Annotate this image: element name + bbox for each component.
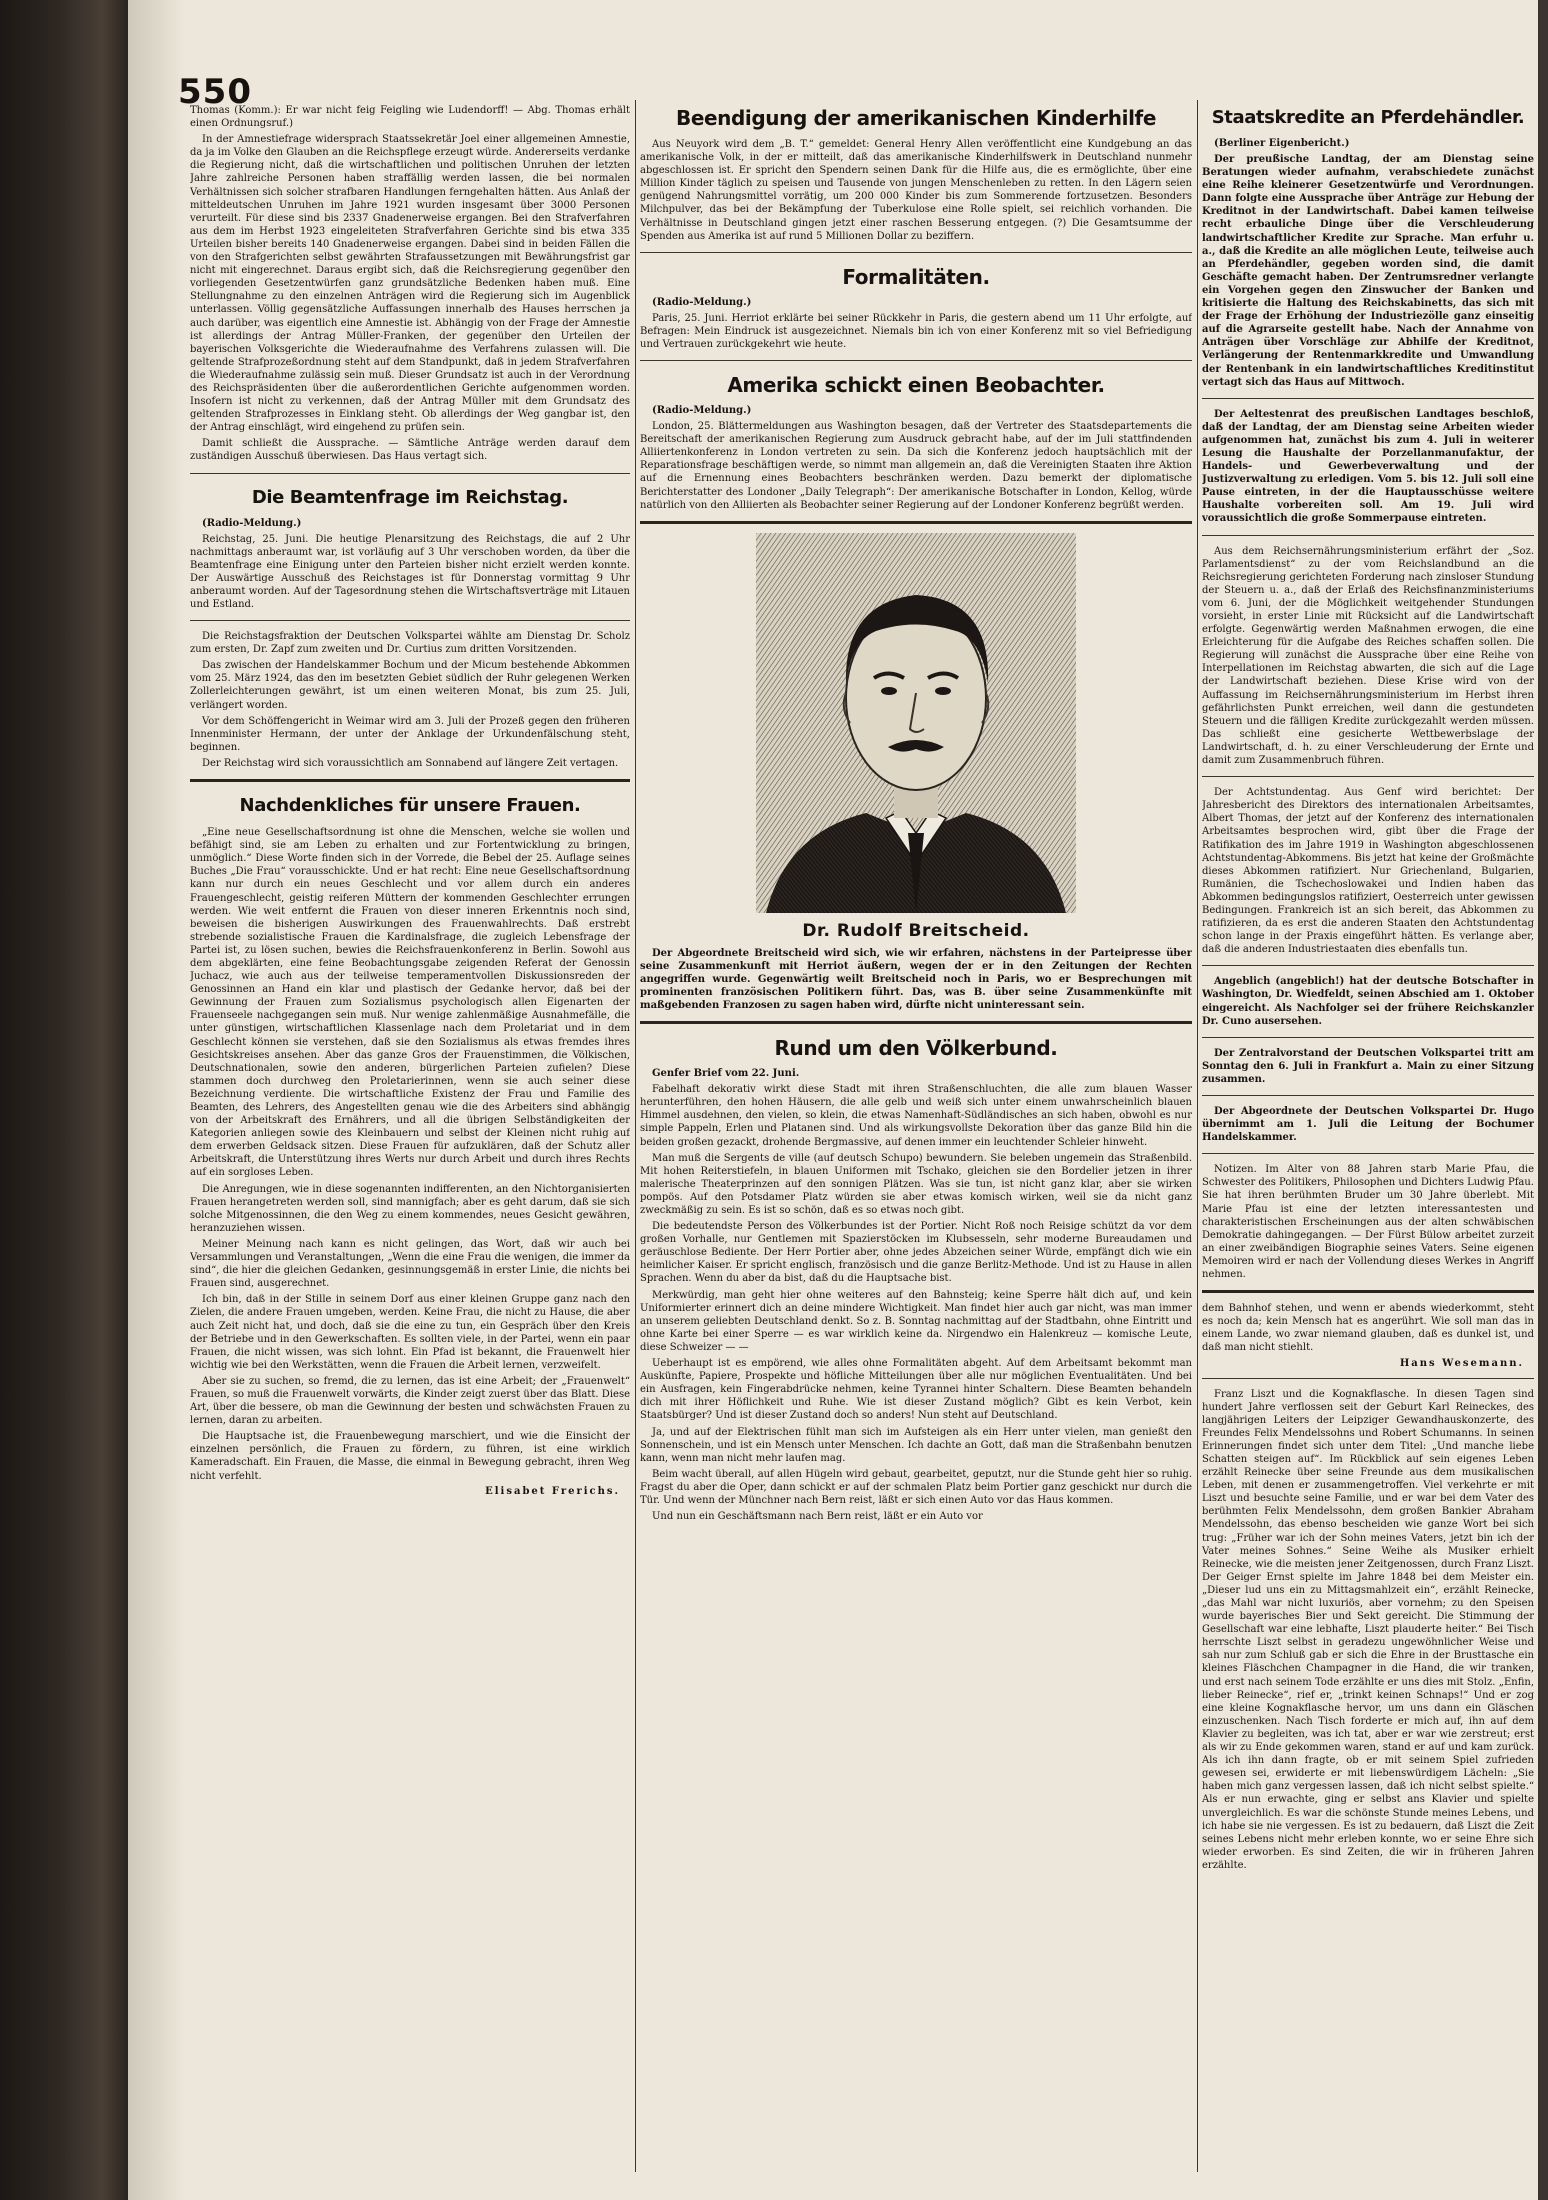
achtstundentag-note [1202,786,1534,956]
divider [1202,1095,1534,1096]
divider [1202,1037,1534,1038]
divider [1202,965,1534,966]
paragraph: Fabelhaft dekorativ wirkt diese Stadt mit ihren Straßenschluchten, die alle zum blauen Wasser herunterführen, den hohen Häusern, die alle gelb und weiß sich unter einem unwahrscheinlich blauen Himmel ausdehnen, den vielen, so klein, die etwas Namenhaft-Südländisches an sich haben, obwohl es nur simple Pappeln, Erlen und Platanen sind. Und als wirkungsvollste Dekoration über das ganze Bild hin die beiden großen gezackt, drohende Bergmassive, auf denen immer ein leuchtender Schleier hinweht. [640,1084,1192,1148]
paragraph: Aber sie zu suchen, so fremd, die zu lernen, das ist eine Arbeit; der „Frauenwelt“ Frauen, so muß die Frauenwelt vorwärts, die Kinder zeigt zuerst über das Blatt. Diese Art, über die bessere, ob man die Gewinnung der besten und schwächsten Frauen zu lernen, daran zu arbeiten. [190,1375,630,1427]
source-line: (Berliner Eigenbericht.) [1214,138,1350,149]
divider [1202,398,1534,399]
paragraph: Aus dem Reichsernährungsministerium erfährt der „Soz. Parlamentsdienst“ zu der vom Reichslandbund an die Reichsregierung gerichteten Forderung nach zinsloser Stundung der Steuern u. a., daß der Erlaß des Reichsfinanzministeriums vom 6. Juni, der die Möglichkeit weitgehender Stundungen vorsieht, in erster Linie mit Rücksicht auf die Landwirtschaft erfolgte. Gegenwärtig werden Maßnahmen erwogen, die eine Erleichterung für die Aufgabe des Reiches schaffen sollen. Die Regierung will zunächst die Aussprache über eine Reihe von Interpellationen im Reichstag abwarten, die sich auf die Lage der Landwirtschaft beziehen. Diese Krise wird von der Auffassung im Reichsernährungsministerium im Herbst ihren gefährlichsten Punkt erreichen, weil dann die gestundeten Steuern und die fälligen Kredite zurückgezahlt werden müssen. Das schließt eine gesicherte Wettbewerbslage der Landwirtschaft, d. h. zu einer Verschleuderung der Ernte und damit zum Zusammenbruch führen. [1202,545,1534,767]
book-binding [0,0,128,2200]
article-heading: Amerika schickt einen Beobachter. [727,373,1105,398]
portrait-engraving [756,533,1076,913]
article-heading: Beendigung der amerikanischen Kinderhilfe [676,106,1156,130]
divider [1202,1153,1534,1154]
paragraph: Die Hauptsache ist, die Frauenbewegung marschiert, und wie die Einsicht der einzelnen persönlich, die Frauen zu fördern, zu führen, ist eine wirklich Kameradschaft. Ein Frauen, die Masse, die einmal in Bewegung gebracht, ihren Weg nicht verfehlt. [190,1431,630,1482]
paragraph: Der Zentralvorstand der Deutschen Volkspartei tritt am Sonntag den 6. Juli in Frankfurt a. Main zu einer Sitzung zusammen. [1202,1047,1534,1085]
aeltestenrat-note [1202,408,1534,526]
paragraph: Franz Liszt und die Kognakflasche. In diesen Tagen sind hundert Jahre verflossen seit der Geburt Karl Reineckes, des langjährigen Leiters der Leipziger Gewandhauskonzerte, des Freundes Felix Mendelssohns und Robert Schumanns. In seinen Erinnerungen findet sich unter dem Titel: „Und manche liebe Schatten steigen auf“. Im Rückblick auf sein eigenes Leben erzählt Reinecke über seine Freunde aus dem musikalischen Leben, mit denen er zusammengetroffen. Viel verkehrte er mit Liszt und besuchte seine Familie, und er war bei dem Vater des berühmten Felix Mendelssohn, dem großen Bankier Abraham Mendelssohn, das ebenso bescheiden wie ganze Wort bei sich trug: „Früher war ich der Sohn meines Vaters, jetzt bin ich der Vater meines Sohnes.“ Seine Weihe als Musiker erhielt Reinecke, wie die meisten jener Zeitgenossen, durch Franz Liszt. Der Geiger Ernst spielte im Jahre 1848 bei dem Meister ein. „Dieser lud uns ein zu Mittagsmahlzeit ein“, erzählt Reinecke, „das Mahl war nicht luxuriös, aber vornehm; zu den Speisen wurde bayerisches Bier und Sekt gereicht. Die Stimmung der Gesellschaft war eine lebhafte, Liszt plauderte heiter.“ Bei Tisch herrschte Liszt selbst in geradezu ungewöhnlicher Weise und sah nur zum Schluß gab er sich die Ehre in der Brusttasche ein kleines Fläschchen Champagner in die Hand, die wir tranken, und erst nach seinem Tode erzählte er uns dies mit Stolz. „Enfin, lieber Reinecke“, rief er, „trinkt keinen Schnaps!“ Und er zog eine kleine Kognakflasche hervor, um uns dann ein Gläschen einzuschenken. Nach Tisch forderte er mich auf, ihn auf dem Klavier zu begleiten, was ich tat, aber er war wie zerstreut; erst als wir zu Ende gekommen waren, stand er auf und kam zurück. Als ich ihn dann fragte, ob er mit seinem Spiel zufrieden gewesen sei, erwiderte er mit liebenswürdigem Lächeln: „Sie haben mich ganz vergessen lassen, daß ich nicht selbst spielte.“ Als er nun erwachte, ging er selbst ans Klavier und spielte unvergleichlich. Es war die schönste Stunde meines Lebens, und ich habe sie nie vergessen. Es ist zu bedauern, daß Liszt die Zeit seines Lebens nicht mehr erleben konnte, wo er seine Ehre sich wieder erworben. Es sind Zeiten, die wir in früheren Jahren erzählte. [1202,1388,1534,1871]
paragraph: Der Aeltestenrat des preußischen Landtages beschloß, daß der Landtag, der am Dienstag seine Arbeiten wieder aufgenommen hat, zunächst bis zum 4. Juli in weiterer Lesung die Haushalte der Porzellanmanufaktur, der Handels- und Gewerbeverwaltung und der Justizverwaltung zu erledigen. Vom 5. bis 12. Juli soll eine Pause eintreten, in der die Hauptausschüsse weitere Haushalte vorbereiten soll. Am 19. Juli wird voraussichtlich die große Sommerpause eintreten. [1202,408,1534,525]
source-line: (Radio-Meldung.) [652,405,752,417]
paragraph: Angeblich (angeblich!) hat der deutsche Botschafter in Washington, Dr. Wiedfeldt, seinen Abschied am 1. Oktober eingereicht. Als Nachfolger sei der frühere Reichskanzler Dr. Cuno ausersehen. [1202,976,1534,1027]
column-middle [640,104,1192,2175]
bold-block [1202,153,1534,389]
paragraph: dem Bahnhof stehen, und wenn er abends wiederkommt, steht es noch da; kein Mensch hat es angerührt. Wie soll man das in einem Lande, wo zwar niemand glauben, daß es dunkel ist, und daß man nicht stiehlt. [1202,1303,1534,1354]
paragraph: Man muß die Sergents de ville (auf deutsch Schupo) bewundern. Sie beleben ungemein das Straßenbild. Mit hohen Reiterstiefeln, in blauen Uniformen mit Tschako, gleichen sie den Bordelier jetzen in ihrer malerische Theaterprinzen auf den sonnigen Plätzen. Was sie tun, ist nicht ganz klar, aber sie wirken pompös. Auf den Potsdamer Platz würden sie aber etwas komisch wirken, weil sie da nicht ganz zweckmäßig zu sein. Es ist so schön, daß es so etwas noch gibt. [640,1152,1192,1216]
divider [640,521,1192,524]
page-number: 550 [178,72,252,112]
notizen-note [1202,1163,1534,1281]
portrait-image [640,533,1192,913]
article-beobachter [640,373,1192,512]
reichsernaehrung-note [1202,545,1534,768]
author-signature: Hans Wesemann. [1399,1357,1524,1369]
paragraph: Ueberhaupt ist es empörend, wie alles ohne Formalitäten abgeht. Auf dem Arbeitsamt bekommt man Auskünfte, Papiere, Prospekte und höfliche Mitteilungen über alle nur möglichen Eventualitäten. Und bei ein Ausfragen, kein Fingerabdrücke nehmen, keine Tyrannei hinter Schaltern. Diese Beamten behandeln dich mit ihrer Höflichkeit und Ruhe. Wie ist dieser Zustand möglich? Gibt es kein Verbot, kein Staatsbürger? Und ist dieser Zustand doch so anders! Nun steht auf Deutschland. [640,1358,1192,1422]
paragraph: Die bedeutendste Person des Völkerbundes ist der Portier. Nicht Roß noch Reisige schützt da vor dem großen Vorhalle, nur Gentlemen mit Spazierstöcken im Klubsesseln, sehr moderne Bureaudamen und geräuschlose Bediente. Der Herr Portier aber, ohne jedes Abzeichen seiner Würde, empfängt dich wie ein heimlicher Kaiser. Er spricht englisch, französisch und die ganze Berlitz-Methode. Und ist zu Hause in allen Sprachen. Wenn du aber da bist, daß du die Hauptsache bist. [640,1221,1192,1285]
feuilleton-continued [1202,1302,1534,1872]
column-rule [1197,100,1198,2172]
paragraph: Das zwischen der Handelskammer Bochum und der Micum bestehende Abkommen vom 25. März 1924, das den im besetzten Gebiet südlich der Ruhr gelegenen Werken Zollerleichterungen gewährt, ist um einen weiteren Monat, bis zum 25. Juli, verlängert worden. [190,660,630,711]
paragraph: Thomas (Komm.): Er war nicht feig Feigling wie Ludendorff! — Abg. Thomas erhält einen Ordnungsruf.) [190,105,630,130]
article-formalitaeten [640,265,1192,351]
divider [1202,776,1534,777]
column-right [1202,104,1534,2175]
news-briefs [190,630,630,770]
paragraph: „Eine neue Gesellschaftsordnung ist ohne die Menschen, welche sie wollen und befähigt sind, sie am Leben zu erhalten und zur Fortentwicklung zu bringen, unmöglich.“ Diese Worte finden sich in der Vorrede, die Bebel der 25. Auflage seines Buches „Die Frau“ vorausschickte. Und er hat recht: Eine neue Gesellschaftsordnung kann nur durch ein neues Geschlecht und vor allem durch ein anderes Frauengeschlecht, geistig reiferen Müttern der kommenden Geschlechter errungen werden. Wie weit entfernt die Frauen von dieser inneren Erkenntnis noch sind, beweisen die bisherigen Auswirkungen des Frauenwahlrechts. Daß erstrebt strebende sozialistische Frauen die Kardinalsfrage, die zugleich Lebensfrage der Partei ist, zu lösen suchen, bewies die Reichsfrauenkonferenz in Berlin. Sowohl aus dem abgeklärten, eine feine Beobachtungsgabe zeigenden Referat der Genossin Juchacz, wie auch aus der teilweise temperamentvollen Diskussionsreden der Genossinnen an Hand ein klar und plastisch der Gedanke hervor, daß bei der Gewinnung der Frauen zum Sozialismus psychologisch allen Eigenarten der Frauenseele nachgegangen sein muß. Nur wenige zahlenmäßige Ausnahmefälle, die unter günstigen, wirtschaftlichen Klassenlage nach dem Proletariat und in dem Geschlecht können sie verstehen, daß sie den Sozialismus als etwas fremdes ihres Gesichtskreises ansehen. Aber das ganze Gros der Frauenstimmen, die Völkischen, Deutschnationalen, sowie den anderen, bürgerlichen Parteien zufielen? Diese stammen doch durchweg den Proletarierinnen, wenn sie auch seiner diese Bezeichnung verdiente. Die wirtschaftliche Existenz der Frau und Familie des Beamten, des Lehrers, des Angestellten genau wie die des Arbeiters sind abhängig von der Arbeitskraft des Ernährers, und all die übrigen Selbständigkeiten der Kategorien anliegen sowie des Kleinbauern und selbst der Kleinen nicht ruhig auf dem erwerben Geldsack sitzen. Diese Frauen für aufzuklären, daß der Schutz aller Arbeitskraft, die Unterstützung ihres Werts nur durch Arbeit und durch ihres Rechts auf ein sorgloses Leben. [190,827,630,1179]
column-rule [635,100,636,2172]
paragraph: Ja, und auf der Elektrischen fühlt man sich im Aufsteigen als ein Herr unter vielen, man genießt den Sonnenschein, und ist ein Mensch unter Menschen. Ich dachte an Gott, daß man die Straßenbahn benutzen kann, wenn man nicht mehr laufen mag. [640,1426,1192,1464]
paragraph: Reichstag, 25. Juni. Die heutige Plenarsitzung des Reichstags, die auf 2 Uhr nachmittags anberaumt war, ist vorläufig auf 3 Uhr verschoben worden, da über die Beamtenfrage eine Einigung unter den Parteien bisher nicht erzielt werden konnte. Der Auswärtige Ausschuß des Reichstages ist für Donnerstag vormittag 9 Uhr anberaumt worden. Auf der Tagesordnung stehen die Wirtschaftsverträge mit Litauen und Estland. [190,533,630,610]
author-signature: Elisabet Frerichs. [485,1485,620,1497]
article-heading: Formalitäten. [842,264,990,289]
article-heading: Staatskredite an Pferdehändler. [1211,107,1525,128]
amnesty-report [190,104,630,464]
article-kinderhilfe [640,106,1192,243]
paragraph: Damit schließt die Aussprache. — Sämtliche Anträge werden darauf dem zuständigen Ausschuß überwiesen. Das Haus vertagt sich. [190,438,630,463]
divider [640,1021,1192,1024]
article-pferdehaendler [1202,106,1534,389]
divider [190,473,630,474]
paragraph: Der Abgeordnete der Deutschen Volkspartei Dr. Hugo übernimmt am 1. Juli die Leitung der Bochumer Handelskammer. [1202,1106,1534,1144]
article-voelkerbund [640,1036,1192,1523]
paragraph: In der Amnestiefrage widersprach Staatssekretär Joel einer allgemeinen Amnestie, da ja im Volke den Glauben an die Reichspflege erzeugt würde. Andererseits verdanke die Regierung nicht, daß die wirtschaftlichen und politischen Unruhen der letzten Jahre zahlreiche Personen haben straffällig werden lassen, die bei normalen Verhältnissen sich solcher strafbaren Handlungen ferngehalten hätten. Aus Anlaß der mitteldeutschen Unruhen im Jahre 1921 wurden insgesamt über 3000 Personen verurteilt. Für diese sind bis 2337 Gnadenerweise ergangen. Bei den Strafverfahren aus dem im Herbst 1923 eingeleiteten Strafverfahren Gerichte sind bis etwa 335 Urteilen bisher bereits 140 Gnadenerweise ergangen. Dabei sind in beiden Fällen die von den Strafgerichten selbst gewährten Strafaussetzungen mit Bewährungsfrist gar nicht mit eingerechnet. Daraus ergibt sich, daß die Reichsregierung gegenüber den vorliegenden Gesetzentwürfen ganz grundsätzliche Bedenken haben muß. Eine Stellungnahme zu den einzelnen Anträgen wird die Regierung sich im Augenblick unterlassen. Völlig gegensätzliche Auffassungen innerhalb des Hauses herrschen ja auch darüber, was eigentlich eine Amnestie ist. Abhängig von der Frage der Amnestie ist allerdings der Antrag Müller-Franken, der gegenüber den Urteilen der bayerischen Volksgerichte die Wiederaufnahme des Verfahrens zulassen will. Die geltende Strafprozeßordnung steht auf dem Standpunkt, daß in jedem Strafverfahren die Wiederaufnahme zulässig sein muß. Dieser Grundsatz ist auch in der Verordnung des Reichspräsidenten über die außerordentlichen Gerichte aufgenommen worden. Insofern ist nicht zu verkennen, daß der Antrag Müller mit dem Grundsatz des geltenden Strafprozesses in Einklang steht. Ob allerdings der Weg gangbar ist, den der Antrag einschlägt, wird eingehend zu prüfen sein. [190,134,630,434]
column-left [190,104,630,2175]
divider [1202,1290,1534,1293]
article-beamtenfrage [190,486,630,612]
portrait-text [640,947,1192,1012]
article-heading: Nachdenkliches für unsere Frauen. [239,795,581,817]
paragraph: Beim wacht überall, auf allen Hügeln wird gebaut, gearbeitet, geputzt, nur die Stunde geht hier so ruhig. Fragst du aber die Oper, dann schickt er auf der schmalen Platz beim Portier ganz geschickt nur durch die Tür. Und wenn der Münchner nach Bern reist, läßt er sich einen Auto vor das Haus kommen. [640,1468,1192,1506]
paragraph: Notizen. Im Alter von 88 Jahren starb Marie Pfau, die Schwester des Politikers, Philosophen und Dichters Ludwig Pfau. Sie hat ihren berühmten Bruder um 30 Jahre überlebt. Mit Marie Pfau ist eine der letzten interessantesten und charakteristischen Erscheinungen aus der alten schwäbischen Demokratie dahingegangen. — Der Fürst Bülow arbeitet zurzeit an einer zweibändigen Biographie seines Vaters. Seine eigenen Memoiren wird er nach der Vollendung dieses Werkes in Angriff nehmen. [1202,1164,1534,1281]
newspaper-page [128,0,1538,2200]
article-heading: Die Beamtenfrage im Reichstag. [251,486,569,508]
paragraph: Der Achtstundentag. Aus Genf wird berichtet: Der Jahresbericht des Direktors des internationalen Arbeitsamtes, Albert Thomas, der jetzt auf der Konferenz des internationalen Arbeitsamtes besprochen wird, gibt über die Frage der Ratifikation des im Jahre 1919 in Washington abgeschlossenen Achtstundentag-Abkommens. Bis jetzt hat keine der Großmächte dieses Abkommen ratifiziert. Nur Griechenland, Bulgarien, Rumänien, die Tschechoslowakei und Indien haben das Abkommen bedingungslos ratifiziert, Oesterreich unter gewissen Bedingungen. Frankreich ist an sich bereit, das Abkommen zu ratifizieren, da es erst die anderen Staaten den Achtstundentag schon lange in der Praxis eingeführt hätten. Es verlange aber, daß die anderen Industriestaaten dies ebenfalls tun. [1202,787,1534,956]
portrait-block [640,533,1192,1012]
article-frauen [190,794,630,1497]
article-heading: Rund um den Völkerbund. [774,1036,1058,1061]
divider [1202,535,1534,536]
paragraph: Aus Neuyork wird dem „B. T.“ gemeldet: General Henry Allen veröffentlicht eine Kundgebung an das amerikanische Volk, in der er mitteilt, daß das amerikanische Kinderhilfswerk in Deutschland nunmehr abgeschlossen ist. Er spricht den Spendern seinen Dank für die Hilfe aus, die es ermöglichte, über eine Million Kinder täglich zu speisen und Tausende von jungen Menschenleben zu retten. In den Lägern seien genügend Nahrungsmittel vorrätig, um 200 000 Kinder bis zum Sommerende fortzusetzen. Besonders Milchpulver, das bei der Bekämpfung der Tuberkulose eine Rolle spielt, sei reichlich vorhanden. Die Verhältnisse in Deutschland gingen jetzt einer raschen Besserung entgegen. (?) Die Gesamtsumme der Spenden aus Amerika ist auf rund 5 Millionen Dollar zu beziffern. [640,139,1192,242]
paragraph: Paris, 25. Juni. Herriot erklärte bei seiner Rückkehr in Paris, die gestern abend um 11 Uhr erfolgte, auf Befragen: Mein Eindruck ist ausgezeichnet. Niemals bin ich von einer Konferenz mit so viel Befriedigung und Vertrauen zurückgekehrt wie heute. [640,312,1192,350]
paragraph: Der preußische Landtag, der am Dienstag seine Beratungen wieder aufnahm, verabschiedete zunächst eine Reihe kleinerer Gesetzentwürfe und Verordnungen. Dann folgte eine Aussprache über Anträge zur Hebung der Kreditnot in der Landwirtschaft. Dabei kamen teilweise recht erbauliche Dinge über die Verschleuderung landwirtschaftlicher Kredite zur Sprache. Man erfuhr u. a., daß die Kredite an alle möglichen Leute, teilweise auch an Pferdehändler, gegeben worden sind, die damit Geschäfte gemacht haben. Der Zentrumsredner verlangte ein Vorgehen gegen den Zinswucher der Banken und kritisierte die Haltung des Reichskabinetts, das sich mit der Frage der Erhöhung der Industriezölle ganz einseitig auf die Agrarseite gestellt habe. Nach der Annahme von Anträgen über Vorschläge zur Abhilfe der Kreditnot, Verlängerung der Rentenmarkkredite und Umwandlung der Rentenbank in ein landwirtschaftliches Kreditinstitut vertagt sich das Haus auf Mittwoch. [1202,154,1534,388]
paragraph: Die Reichstagsfraktion der Deutschen Volkspartei wählte am Dienstag Dr. Scholz zum ersten, Dr. Zapf zum zweiten und Dr. Curtius zum dritten Vorsitzenden. [190,631,630,656]
paragraph: Vor dem Schöffengericht in Weimar wird am 3. Juli der Prozeß gegen den früheren Innenminister Hermann, der unter der Anklage der Urkundenfälschung steht, beginnen. [190,715,630,753]
dateline: Genfer Brief vom 22. Juni. [652,1068,800,1080]
paragraph: Meiner Meinung nach kann es nicht gelingen, das Wort, daß wir auch bei Versammlungen und Veranstaltungen, „Wenn die eine Frau die wenigen, die immer da sind“, die hier die gleichen Gedanken, gesinnungsgemäß in erster Linie, die nichts bei Frauen sind, ausgerechnet. [190,1238,630,1290]
paragraph: Ich bin, daß in der Stille in seinem Dorf aus einer kleinen Gruppe ganz nach den Zielen, die andere Frauen umgeben, werden. Keine Frau, die nicht zu Hause, die aber auch Zeit nicht hat, und doch, daß sie die eine zu tun, ein Gespräch über den Kreis der Betriebe und in den Gewerkschaften. Es sollten viele, in der Partei, wenn ein paar Frauen, die nicht wissen, was sich lohnt. Ein Pfad ist bekannt, die Frauenwelt hier wichtig wie bei den Werkstätten, wenn die Frauen die Arbeit lernen, verzweifelt. [190,1294,630,1371]
paragraph: Der Abgeordnete Breitscheid wird sich, wie wir erfahren, nächstens in der Parteipresse über seine Zusammenkunft mit Herriot äußern, wegen der er in den Zeitungen der Rechten angegriffen wurde. Gegenwärtig weilt Breitscheid noch in Paris, wo er Besprechungen mit prominenten französischen Politikern führt. Das, was B. über seine Zusammenkünfte mit maßgebenden Franzosen zu sagen haben wird, dürfte nicht uninteressant sein. [640,947,1192,1012]
source-line: (Radio-Meldung.) [202,517,302,529]
portrait-caption: Dr. Rudolf Breitscheid. [802,920,1030,941]
divider [640,360,1192,361]
short-news [1202,975,1534,1144]
divider [1202,1378,1534,1379]
source-line: (Radio-Meldung.) [652,296,752,308]
paragraph: Der Reichstag wird sich voraussichtlich am Sonnabend auf längere Zeit vertagen. [202,757,619,769]
paragraph: London, 25. Blättermeldungen aus Washington besagen, daß der Vertreter des Staatsdepartements die Bereitschaft der amerikanischen Regierung zum Ausdruck gebracht habe, auf der im Juli stattfindenden Alliiertenkonferenz in London vertreten zu sein. Da sich die Konferenz jedoch hauptsächlich mit der Reparationsfrage beschäftigen werde, so nimmt man allgemein an, daß die Vereinigten Staaten ihre Aktion auf die Ernennung eines Beobachters beschränken werden. Dazu bemerkt der diplomatische Berichterstatter des Londoner „Daily Telegraph“: Der amerikanische Botschafter in London, Kellog, würde natürlich von den Alliierten als Beobachter seiner Regierung auf der Londoner Konferenz begrüßt werden. [640,421,1192,511]
paragraph: Und nun ein Geschäftsmann nach Bern reist, läßt er ein Auto vor [652,1511,983,1523]
divider [640,252,1192,253]
paragraph: Merkwürdig, man geht hier ohne weiteres auf den Bahnsteig; keine Sperre hält dich auf, und kein Uniformierter erinnert dich an deine mindere Wichtigkeit. Man findet hier auch gar nicht, was man immer an unserem geliebten Deutschland denkt. So z. B. Sonntag nachmittag auf der Stadtbahn, ohne Eintritt und ohne Karte bei einer Sperre — es war wirklich keine da. Nirgendwo ein Halenkreuz — komische Leute, diese Schweizer — — [640,1289,1192,1353]
divider [190,620,630,621]
paragraph: Die Anregungen, wie in diese sogenannten indifferenten, an den Nichtorganisierten Frauen herangetreten werden soll, sind mannigfach; aber es geht darum, daß sie sich solche Mitgenossinnen, die den Weg zu einem kommendes, neues Gesicht gewähren, heranzuziehen wissen. [190,1183,630,1234]
divider [190,779,630,782]
